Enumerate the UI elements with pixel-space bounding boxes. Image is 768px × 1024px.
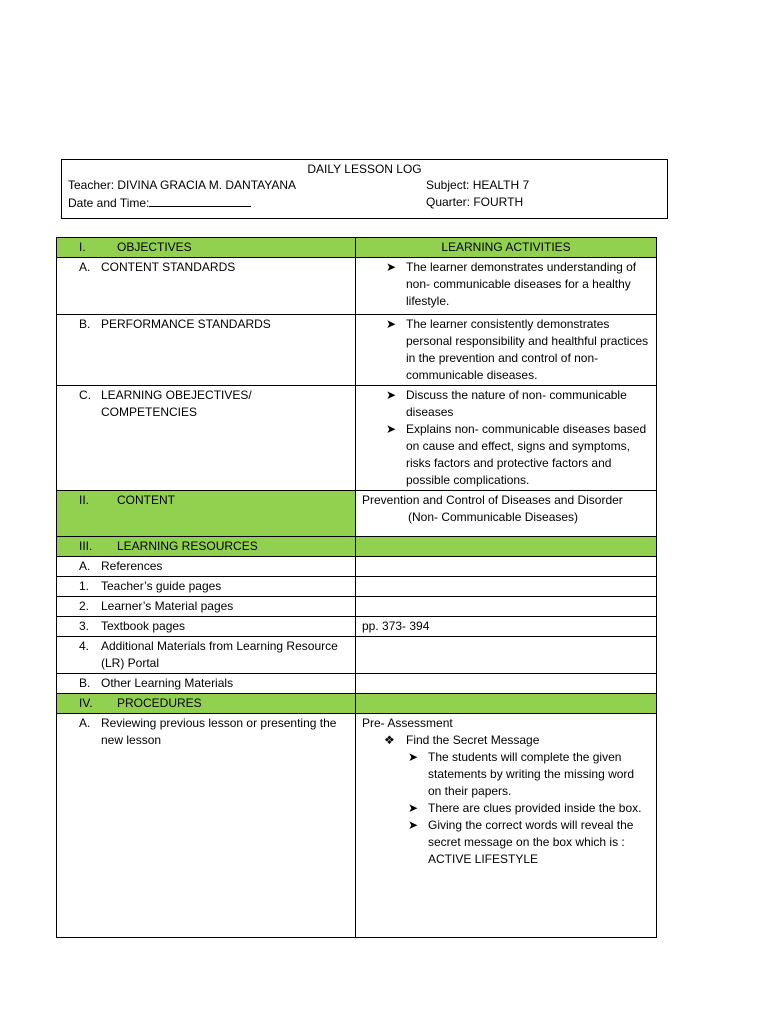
list-item: ➤ Explains non- communicable diseases based on cause and effect, signs and symptoms, risks factors and protective factors and possible complications. — [386, 422, 647, 487]
list-item: ➤ Discuss the nature of non- communicable diseases — [386, 388, 627, 419]
section-number: III. — [79, 539, 93, 553]
item-letter: A. — [79, 716, 91, 730]
section-label: PROCEDURES — [117, 696, 202, 710]
reviewing-lesson-row — [57, 714, 657, 938]
lesson-log-table — [56, 237, 657, 938]
teachers-guide-value — [356, 577, 657, 597]
references-row — [57, 557, 657, 577]
lesson-log-header-box — [61, 159, 668, 219]
competencies-row — [57, 386, 657, 491]
objectives-header-row — [57, 238, 657, 258]
item-label: Reviewing previous lesson or presenting the new lesson — [101, 716, 337, 747]
list-item: ➤ There are clues provided inside the box. — [408, 801, 642, 815]
content-standards-row — [57, 258, 657, 315]
section-label: LEARNING RESOURCES — [117, 539, 258, 553]
learning-activities-header: LEARNING ACTIVITIES — [356, 238, 657, 258]
textbook-row — [57, 617, 657, 637]
list-item: ➤ The learner demonstrates understanding of non- communicable diseases for a healthy lifestyle. — [386, 260, 637, 308]
diamond-bullet-icon: ❖ — [384, 733, 395, 747]
additional-materials-row — [57, 637, 657, 674]
learning-resources-header-row — [57, 537, 657, 557]
section-label: OBJECTIVES — [117, 240, 192, 254]
subject: Subject: HEALTH 7 — [426, 178, 530, 192]
section-label: CONTENT — [117, 493, 175, 507]
performance-standards-row — [57, 315, 657, 386]
date-time-blank-line — [149, 195, 251, 207]
item-label: Textbook pages — [101, 619, 186, 633]
list-item: ➤ The students will complete the given statements by writing the missing word on their papers. — [408, 750, 635, 798]
section-number: I. — [79, 240, 86, 254]
content-subtopic: (Non- Communicable Diseases) — [408, 510, 579, 524]
item-label: Teacher’s guide pages — [101, 579, 222, 593]
arrowhead-bullet-icon: ➤ — [408, 801, 419, 815]
other-materials-row — [57, 674, 657, 694]
pre-assessment-label: Pre- Assessment — [362, 716, 453, 730]
arrowhead-bullet-icon: ➤ — [386, 317, 397, 331]
other-materials-value — [356, 674, 657, 694]
item-number: 2. — [79, 599, 90, 613]
procedures-header-row — [57, 694, 657, 714]
item-label: Additional Materials from Learning Resource (LR) Portal — [101, 639, 338, 670]
document-title: DAILY LESSON LOG — [307, 162, 422, 176]
section-number: IV. — [79, 696, 93, 710]
item-number: 1. — [79, 579, 90, 593]
additional-materials-value — [356, 637, 657, 674]
arrowhead-bullet-icon: ➤ — [408, 818, 419, 832]
item-label: CONTENT STANDARDS — [101, 260, 236, 274]
arrowhead-bullet-icon: ➤ — [408, 750, 419, 764]
teacher-name: Teacher: DIVINA GRACIA M. DANTAYANA — [68, 178, 297, 192]
learners-material-value — [356, 597, 657, 617]
item-letter: B. — [79, 317, 91, 331]
section-number: II. — [79, 493, 90, 507]
item-label: PERFORMANCE STANDARDS — [101, 317, 271, 331]
item-number: 4. — [79, 639, 90, 653]
item-label: LEARNING OBEJECTIVES/ COMPETENCIES — [101, 388, 252, 419]
item-number: 3. — [79, 619, 90, 633]
learners-material-row — [57, 597, 657, 617]
arrowhead-bullet-icon: ➤ — [386, 422, 397, 436]
arrowhead-bullet-icon: ➤ — [386, 260, 397, 274]
date-time-field — [68, 195, 251, 210]
item-letter: A. — [79, 559, 91, 573]
list-item: ➤ The learner consistently demonstrates personal responsibility and healthful practices in the prevention and control of non- communicable diseases. — [386, 317, 649, 382]
item-letter: B. — [79, 676, 91, 690]
content-row — [57, 491, 657, 537]
date-time-label: Date and Time: — [68, 196, 150, 210]
list-item: ➤ Giving the correct words will reveal the secret message on the box which is : ACTIVE LIFESTYLE — [408, 818, 634, 866]
arrowhead-bullet-icon: ➤ — [386, 388, 397, 402]
textbook-pages-value: pp. 373- 394 — [356, 617, 657, 637]
item-letter: C. — [79, 388, 91, 402]
item-label: Learner’s Material pages — [101, 599, 234, 613]
activity-item: ❖ Find the Secret Message — [384, 733, 540, 747]
quarter: Quarter: FOURTH — [426, 195, 524, 209]
item-label: References — [101, 559, 163, 573]
content-topic: Prevention and Control of Diseases and Disorder — [362, 493, 623, 507]
item-label: Other Learning Materials — [101, 676, 234, 690]
item-letter: A. — [79, 260, 91, 274]
teachers-guide-row — [57, 577, 657, 597]
